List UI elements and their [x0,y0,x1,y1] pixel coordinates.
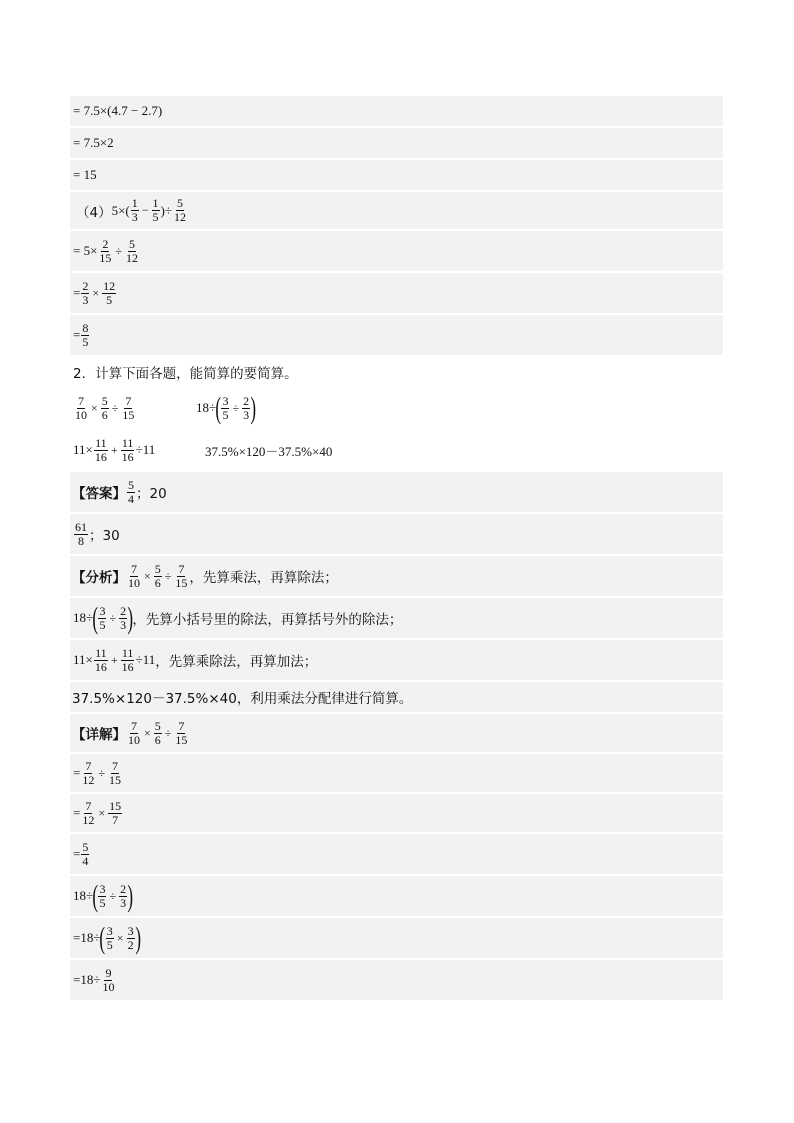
step-line-2 [70,128,723,158]
fraction [81,760,95,787]
denominator: 7 [112,812,119,827]
numerator: 5 [128,477,134,492]
expr-text: 5×( [111,202,130,218]
denominator: 16 [94,449,107,464]
numerator: 15 [109,798,122,813]
step-text: = 7.5×2 [73,135,114,150]
expr-text: = [73,805,81,820]
detail-tag: 【详解】 [72,727,126,743]
numerator: 5 [101,393,108,408]
numerator: 7 [85,798,92,813]
denominator: 15 [175,575,188,590]
answer-line-2 [70,514,723,554]
analysis-text: ，先算小括号里的除法，再算括号外的除法； [132,612,403,628]
numerator: 3 [127,923,134,938]
denominator: 15 [122,407,135,422]
step-line-3 [70,160,723,190]
analysis-text: ，先算乘法，再算除法； [189,570,338,586]
numerator: 7 [78,393,84,408]
numerator: 7 [111,758,118,773]
denominator: 10 [75,407,87,422]
right-paren: ) [127,878,134,913]
fraction [102,280,116,307]
fraction [98,605,106,632]
expr-text: 11× [73,652,93,667]
analysis-line-2 [70,598,723,638]
question-2-expr-1 [70,389,136,427]
fraction [106,925,114,952]
numerator: 9 [105,965,112,980]
fraction [221,395,229,422]
denominator: 12 [174,210,187,224]
numerator: 5 [129,236,136,251]
fraction [127,563,141,590]
step-line-1 [70,96,723,126]
denominator: 8 [78,533,84,548]
numerator: 7 [178,561,185,576]
fraction [81,322,89,349]
expr-text: = [73,765,81,780]
expr-text: = [73,327,81,342]
expr-text: =18÷ [73,972,101,987]
fraction [101,395,109,422]
denominator: 15 [99,250,112,265]
question-2-expr-4 [205,440,332,460]
fraction [242,395,250,422]
step-line-5 [70,273,723,313]
expr-text: 11× [73,442,93,457]
denominator: 2 [127,937,134,952]
numerator: 1 [152,196,159,210]
operator: × [116,930,124,945]
numerator: 2 [82,278,89,293]
operator: × [91,400,98,415]
expr-text: )÷ [160,202,173,218]
fraction [121,395,135,422]
denominator: 5 [82,334,89,349]
denominator: 5 [99,617,106,632]
numerator: 12 [103,278,116,293]
step-line-6 [70,315,723,355]
fraction [152,197,160,224]
operator: ÷ [164,568,172,583]
fraction [74,521,88,548]
operator: + [110,652,118,667]
numerator: 2 [102,236,109,251]
fraction [101,967,115,994]
numerator: 11 [95,645,107,660]
detail-line-2 [70,794,723,832]
operator: ÷ [111,400,119,415]
denominator: 12 [82,812,95,827]
operator: + [110,442,118,457]
fraction [154,720,162,747]
expr-text: 18÷ [196,400,217,415]
numerator: 7 [131,561,137,576]
denominator: 5 [99,895,106,910]
denominator: 15 [175,732,188,747]
analysis-line-3 [70,640,723,680]
fraction [108,760,122,787]
denominator: 16 [121,449,134,464]
numerator: 11 [121,435,134,450]
expr-text: = [73,285,81,300]
numerator: 5 [82,839,89,854]
analysis-text: ，先算乘除法，再算加法； [155,654,318,670]
expr-text: = [73,846,81,861]
numerator: 2 [120,603,127,618]
analysis-text: 37.5%×120－37.5%×40，利用乘法分配律进行简算。 [72,691,413,707]
fraction [81,280,89,307]
left-paren: ( [215,390,222,425]
denominator: 5 [152,210,159,224]
detail-line-0 [70,714,723,752]
fraction [121,437,135,464]
fraction [98,238,112,265]
fraction [174,563,188,590]
operator: ÷ [109,888,117,903]
fraction [108,800,122,827]
fraction [94,647,108,674]
numerator: 3 [222,393,229,408]
step-text: = 7.5×(4.7 − 2.7) [73,103,163,118]
question-2-expr-2 [196,389,255,427]
numerator: 3 [106,923,113,938]
numerator: 7 [178,718,185,733]
fraction [81,841,89,868]
left-paren: ( [99,920,106,955]
numerator: 7 [131,718,137,733]
operator: ÷ [232,400,240,415]
detail-line-5 [70,918,723,958]
fraction [121,647,135,674]
denominator: 10 [128,575,140,590]
right-paren: ) [250,390,257,425]
detail-line-6 [70,960,723,1000]
fraction [174,720,188,747]
fraction [127,720,141,747]
expr-text: 18÷ [73,610,94,625]
denominator: 10 [128,732,140,747]
question-title: 2．计算下面各题，能简算的要简算。 [73,366,298,382]
fraction [125,238,139,265]
operator: × [92,285,100,300]
numerator: 7 [125,393,132,408]
answer-text: ；20 [136,486,167,502]
operator: ÷ [98,765,105,780]
question-2-expr-3 [70,431,155,469]
denominator: 3 [82,292,89,307]
analysis-tag: 【分析】 [72,570,126,586]
numerator: 11 [95,435,107,450]
denominator: 6 [154,575,161,590]
detail-line-1 [70,754,723,792]
detail-line-3 [70,834,723,874]
fraction [119,883,127,910]
fraction [74,395,88,422]
numerator: 5 [154,718,161,733]
numerator: 2 [243,393,250,408]
left-paren: ( [92,878,99,913]
numerator: 3 [99,603,106,618]
operator: ÷ [115,243,123,258]
fraction [98,883,106,910]
numerator: 8 [82,320,89,335]
denominator: 12 [126,250,139,265]
fraction [173,197,187,224]
numerator: 61 [75,519,87,534]
denominator: 3 [120,895,127,910]
denominator: 4 [128,491,134,506]
denominator: 3 [243,407,250,422]
expr-text: 37.5%×120－37.5%×40 [205,443,333,459]
question-label: （4） [76,204,112,221]
question-4-expression [70,192,723,229]
expr-text: 18÷ [73,888,94,903]
analysis-line-4 [70,682,723,712]
left-paren: ( [92,600,99,635]
fraction [81,800,95,827]
fraction [131,197,139,224]
denominator: 6 [154,732,161,747]
expr-text: ÷11 [135,652,156,667]
numerator: 11 [121,645,134,660]
operator: − [141,203,149,217]
step-text: = 15 [73,167,97,182]
expr-text: =18÷ [73,930,101,945]
right-paren: ) [134,920,141,955]
numerator: 3 [99,881,106,896]
operator: × [98,805,106,820]
question-2-title [70,362,298,382]
denominator: 3 [131,210,138,224]
denominator: 5 [222,407,229,422]
operator: ÷ [164,725,172,740]
expr-text: = 5× [73,243,98,258]
numerator: 5 [154,561,161,576]
fraction [154,563,162,590]
fraction [119,605,127,632]
numerator: 2 [120,881,127,896]
denominator: 3 [120,617,127,632]
fraction [127,479,135,506]
denominator: 16 [121,659,134,674]
answer-text: ；30 [89,528,120,544]
fraction [127,925,135,952]
denominator: 6 [101,407,108,422]
numerator: 5 [177,196,184,210]
denominator: 15 [108,772,121,787]
denominator: 10 [102,979,115,994]
analysis-line-1 [70,556,723,596]
step-line-4 [70,231,723,271]
operator: × [144,725,151,740]
denominator: 4 [82,853,89,868]
denominator: 16 [94,659,107,674]
numerator: 7 [85,758,92,773]
operator: × [144,568,151,583]
denominator: 5 [106,292,113,307]
expr-text: ÷11 [135,442,156,457]
detail-line-4 [70,876,723,916]
operator: ÷ [109,610,117,625]
answer-line-1 [70,472,723,512]
answer-tag: 【答案】 [72,486,126,502]
denominator: 5 [106,937,113,952]
right-paren: ) [127,600,134,635]
numerator: 1 [131,196,138,210]
denominator: 12 [82,772,95,787]
fraction [94,437,108,464]
